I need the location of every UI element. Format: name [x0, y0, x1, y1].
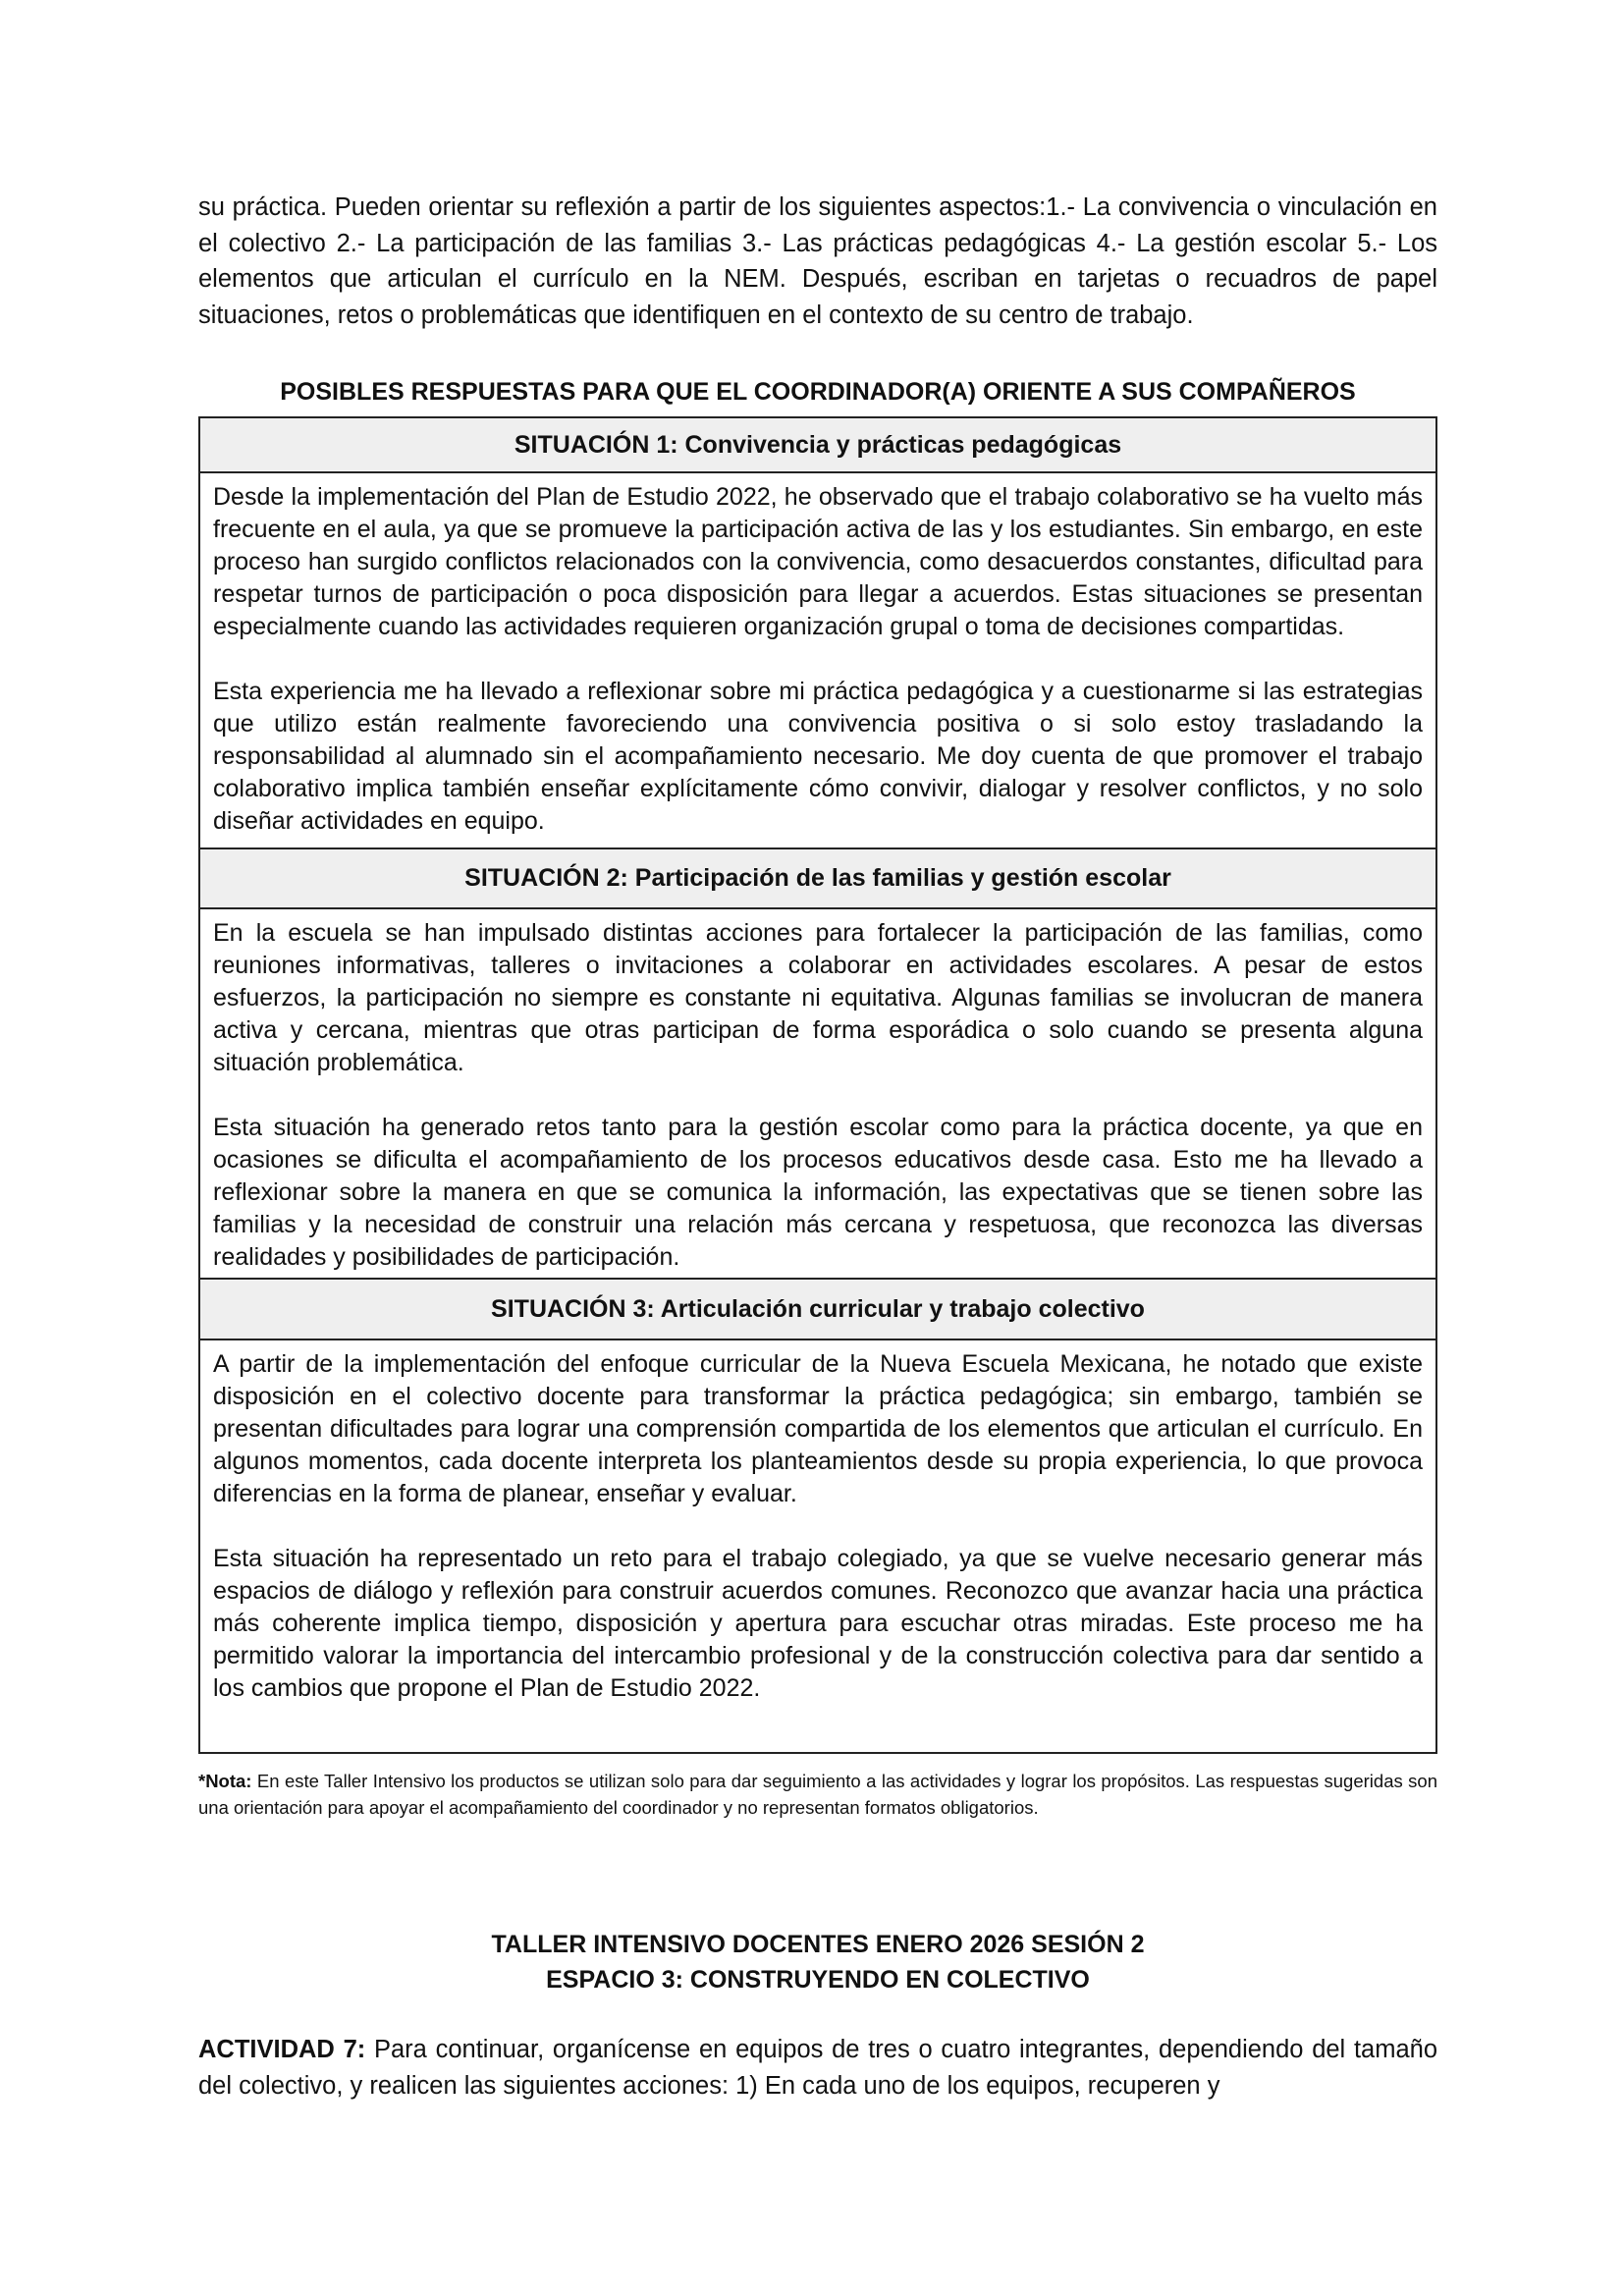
- situation-2-paragraph-2: Esta situación ha generado retos tanto para la gestión escolar como para la práctica docente, ya que en ocasiones se dificulta el acompañamiento de los procesos educativos desde casa. Esto me ha llevado a reflexionar sobre la manera en que se comunica la información, las expectativas que se tienen sobre las familias y la necesidad de construir una relación más cercana y respetuosa, que reconozca las diversas realidades y posibilidades de participación.: [213, 1114, 1423, 1271]
- situation-1-paragraph-2: Esta experiencia me ha llevado a reflexionar sobre mi práctica pedagógica y a cuestionarme si las estrategias que utilizo están realmente favoreciendo una convivencia positiva o si solo estoy trasladando la responsabilidad al alumnado sin el acompañamiento necesario. Me doy cuenta de que promover el trabajo colaborativo implica también enseñar explícitamente cómo convivir, dialogar y resolver conflictos, y no solo diseñar actividades en equipo.: [213, 678, 1423, 835]
- situation-3-body: [200, 1340, 1435, 1752]
- situation-1-header: SITUACIÓN 1: Convivencia y prácticas pedagógicas: [200, 418, 1435, 473]
- activity-label: ACTIVIDAD 7:: [198, 2036, 366, 2063]
- activity-text: Para continuar, organícense en equipos de tres o cuatro integrantes, dependiendo del tamaño del colectivo, y realicen las siguientes acciones: 1) En cada uno de los equipos, recuperen y: [198, 2036, 1438, 2100]
- table-heading: POSIBLES RESPUESTAS PARA QUE EL COORDINADOR(A) ORIENTE A SUS COMPAÑEROS: [280, 378, 1356, 406]
- activity-paragraph: [198, 2032, 1437, 2104]
- situation-3-paragraph-2: Esta situación ha representado un reto para el trabajo colegiado, ya que se vuelve necesario generar más espacios de diálogo y reflexión para construir acuerdos comunes. Reconozco que avanzar hacia una práctica más coherente implica tiempo, disposición y apertura para escuchar otras miradas. Este proceso me ha permitido valorar la importancia del intercambio profesional y de la construcción colectiva para dar sentido a los cambios que propone el Plan de Estudio 2022.: [213, 1545, 1423, 1702]
- situation-2-paragraph-1: En la escuela se han impulsado distintas acciones para fortalecer la participación de las familias, como reuniones informativas, talleres o invitaciones a colaborar en actividades escolares. A pesar de estos esfuerzos, la participación no siempre es constante ni equitativa. Algunas familias se involucran de manera activa y cercana, mientras que otras participan de forma esporádica o solo cuando se presenta alguna situación problemática.: [213, 919, 1423, 1076]
- situation-1-paragraph-1: Desde la implementación del Plan de Estudio 2022, he observado que el trabajo colaborativo se ha vuelto más frecuente en el aula, ya que se promueve la participación activa de las y los estudiantes. Sin embargo, en este proceso han surgido conflictos relacionados con la convivencia, como desacuerdos constantes, dificultad para respetar turnos de participación o poca disposición para llegar a acuerdos. Estas situaciones se presentan especialmente cuando las actividades requieren organización grupal o toma de decisiones compartidas.: [213, 483, 1423, 640]
- session-title-line-2: ESPACIO 3: CONSTRUYENDO EN COLECTIVO: [546, 1966, 1090, 1994]
- intro-paragraph: su práctica. Pueden orientar su reflexión a partir de los siguientes aspectos:1.- La convivencia o vinculación en el colectivo 2.- La participación de las familias 3.- Las prácticas pedagógicas 4.- La gestión escolar 5.- Los elementos que articulan el currículo en la NEM. Después, escriban en tarjetas o recuadros de papel situaciones, retos o problemáticas que identifiquen en el contexto de su centro de trabajo.: [198, 193, 1437, 329]
- situation-1-body: [200, 473, 1435, 849]
- situation-2-body: [200, 909, 1435, 1280]
- session-title-line-1: TALLER INTENSIVO DOCENTES ENERO 2026 SESIÓN 2: [491, 1931, 1145, 1958]
- situations-table: [198, 416, 1437, 1754]
- situation-3-paragraph-1: A partir de la implementación del enfoque curricular de la Nueva Escuela Mexicana, he notado que existe disposición en el colectivo docente para transformar la práctica pedagógica; sin embargo, también se presentan dificultades para lograr una comprensión compartida de los elementos que articulan el currículo. En algunos momentos, cada docente interpreta los planteamientos desde su propia experiencia, lo que provoca diferencias en la forma de planear, enseñar y evaluar.: [213, 1350, 1423, 1507]
- note-label: *Nota:: [198, 1771, 252, 1791]
- note-text: En este Taller Intensivo los productos se utilizan solo para dar seguimiento a las actividades y lograr los propósitos. Las respuestas sugeridas son una orientación para apoyar el acompañamiento del coordinador y no representan formatos obligatorios.: [198, 1771, 1437, 1818]
- session-title: [198, 1927, 1437, 1997]
- situation-3-header: SITUACIÓN 3: Articulación curricular y trabajo colectivo: [200, 1280, 1435, 1340]
- situation-2-header: SITUACIÓN 2: Participación de las familias y gestión escolar: [200, 849, 1435, 909]
- note-paragraph: [198, 1768, 1437, 1821]
